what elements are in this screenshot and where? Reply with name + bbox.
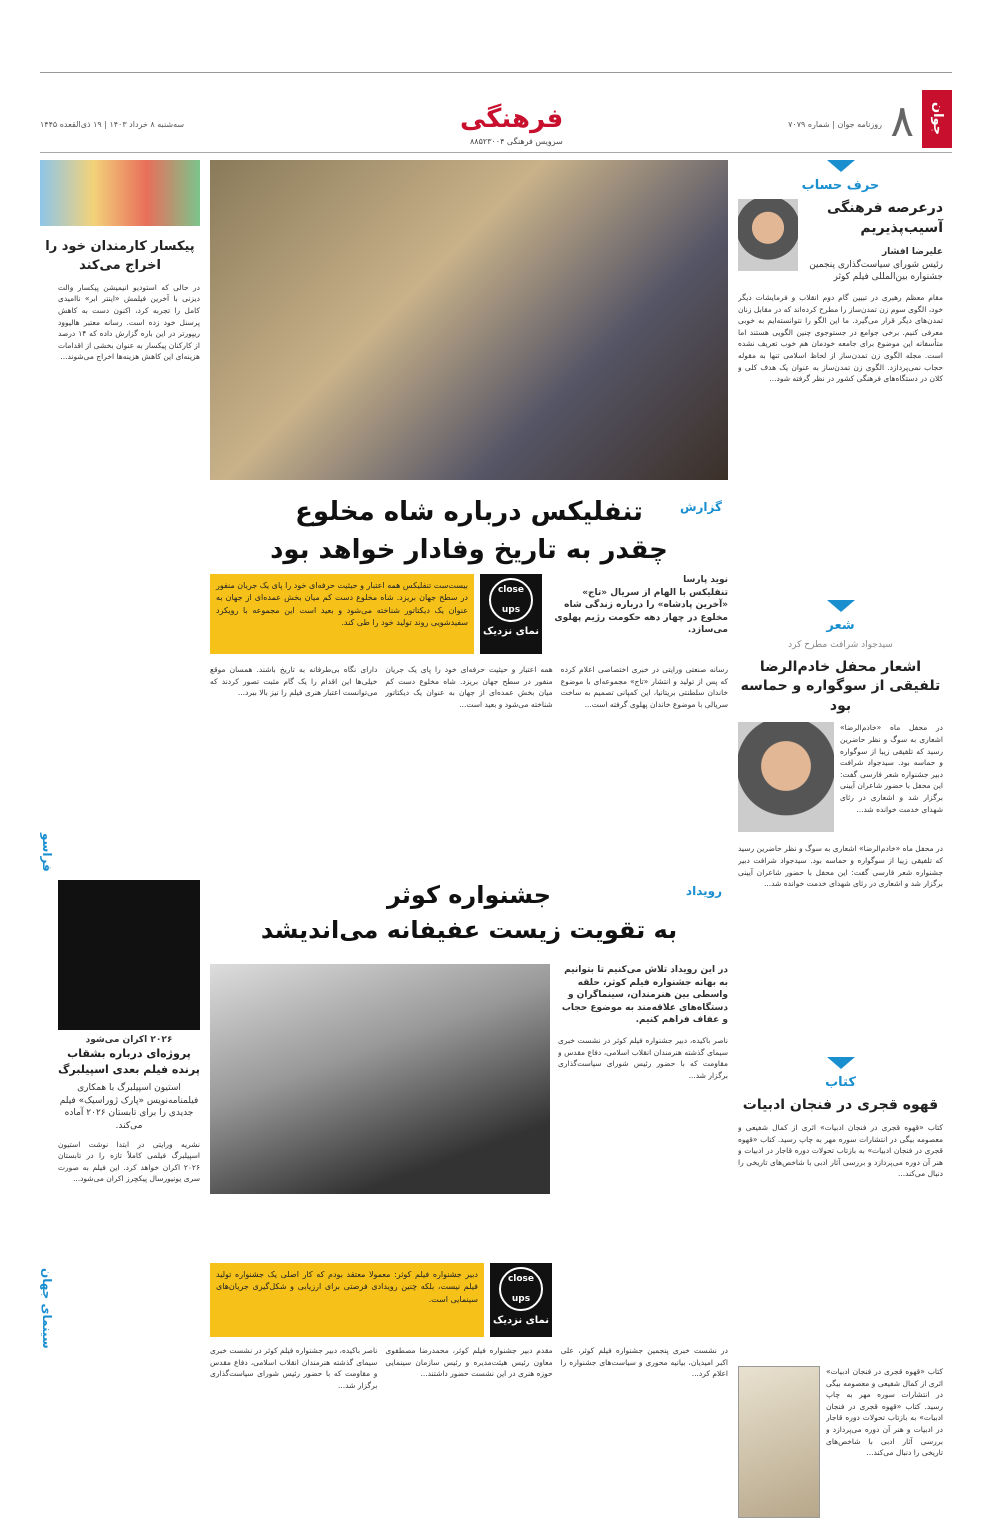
author-photo [738,199,798,271]
ketab-block [738,1366,943,1518]
ketab-body: کتاب «قهوه قجری در فنجان ادبیات» اثری از کمال شفیعی و معصومه بیگی در انتشارات سوره مهر به چاپ رسید. کتاب «قهوه قجری در فنجان ادبیات» به بازتاب تحولات دوره قاجار در ادبیات و هنر آن دوره می‌پردازد و بررسی آثار ادبی با شاخص‌های تاریخی را دنبال می‌کند... [738,1122,943,1179]
rooydad-body-3: مقدم دبیر جشنواره فیلم کوثر، محمدرضا مصطفوی معاون رئیس هیئت‌مدیره و رئیس سازمان سینمایی حوزه هنری در این نشست حضور داشتند... [385,1345,553,1379]
page-number: ۸ [890,96,914,147]
date-info: سه‌شنبه ۸ خرداد ۱۴۰۳ | ۱۹ ذی‌القعده ۱۴۴۵ [40,120,185,129]
issue-info: روزنامه جوان | شماره ۷۰۷۹ [788,120,882,129]
newspaper-logo: جوان [922,90,952,148]
sher-headline: اشعار محفل خادم‌الرضا تلفیقی از سوگواره و حماسه بود [740,658,941,714]
kicker-arrow-icon [827,160,855,172]
rooydad-body-columns [210,1345,728,1495]
tag-cinema: سینمای جهان [40,1267,54,1349]
pixar-body: در حالی که استودیو انیمیشن پیکسار والت دیزنی با آخرین فیلمش «اینتر ابر» ناامیدی کامل را تجربه کرد، اکنون دست به کاهش پرسنل خود زده است. رسانه معتبر هالیوود ریپورتر در این باره گزارش داده که ۱۴ درصد از کارکنان پیکسار به عنوان بخشی از اقدامات هزینه‌ای این کاهش هزینه‌ها اخراج می‌شوند... [58,282,200,362]
main-byline: نوید پارسا [683,575,728,585]
main-photo [210,160,728,480]
rooydad-lead: در این رویداد تلاش می‌کنیم تا بتوانیم به بهانه جشنواره فیلم کوثر، حلقه واسطی بین هنرمندان، سینماگران و دستگاه‌های علاقه‌مند به موضوع حجاب و عفاف فراهم کنیم. [561,965,728,1026]
rooydad-row [210,964,728,1255]
section-title: فرهنگی [460,104,564,134]
closeups-badge [480,574,542,654]
hesab-block [738,199,943,284]
rooydad-box-row [210,1263,728,1337]
main-yellow-box: بیست‌ست تنفلیکس همه اعتبار و حیثیت حرفه‌ای خود را پای یک جریان منفور در سطح جهان بریزد. شاه مخلوع دست کم میان بخش عمده‌ای از جهان به عنوان یک دیکتاتور شناخته می‌شود و بعید است این مجموعه با رویکرد سفیدشویی روند تولید خود را طی کند. [210,574,474,654]
spielberg-photo [58,880,200,1030]
main-lead-row [210,574,728,654]
rooydad-yellow-box: دبیر جشنواره فیلم کوثر: معمولا معتقد بودم که کار اصلی یک جشنواره تولید فیلم نیست، بلکه چنین رویدادی فرصتی برای ارزیابی و شکل‌گیری جریان‌های سینمایی است. [210,1263,484,1337]
kicker-ketab: کتاب [825,1075,856,1091]
main-body-2: همه اعتبار و حیثیت حرفه‌ای خود را پای یک جریان منفور در سطح جهان بریزد. شاه مخلوع دست کم میان بخش عمده‌ای از جهان به عنوان یک دیکتاتور شناخته می‌شود و بعید است... [385,665,553,709]
tag-farasoo: فراسو [40,832,54,872]
page-header [40,82,952,162]
sher-body: در محفل ماه «خادم‌الرضا» اشعاری به سوگ و نظر حاضرین رسید که تلفیقی زیبا از سوگواره و حماسه بود. سیدجواد شرافت دبیر جشنواره شعر فارسی گفت: این محفل با حضور شاعران آیینی برگزار شد و اشعاری در رثای شهدای خدمت خوانده شد... [738,844,943,889]
main-lead-block [548,574,728,654]
hesab-author-title: رئیس شورای سیاست‌گذاری پنجمین جشنواره بین‌المللی فیلم کوثر [809,259,943,283]
rooydad-text-col [558,964,728,1255]
kicker-hesab: حرف حساب [801,178,880,193]
hesab-headline: درعرصه فرهنگی آسیب‌پذیریم [826,200,943,236]
sher-byline: سیدجواد شرافت مطرح کرد [788,639,893,650]
tag-gozaresh: گزارش [679,500,722,514]
rooydad-headline-line2: به تقویت زیست عفیفانه می‌اندیشد [260,915,678,944]
hesab-author: علیرضا افشار [881,247,943,258]
pixar-photo [40,160,200,226]
poet-photo [738,722,834,832]
pixar-headline: پیکسار کارمندان خود را اخراج می‌کند [45,239,195,273]
main-body-1: رسانه صنعتی ورایتی در خبری اختصاصی اعلام کرده که پس از تولید و انتشار «تاج» مجموعه‌ای با موضوع خاندان سلطنتی بریتانیا، این کمپانی تصمیم به ساخت سریالی با موضوع خاندان پهلوی گرفته است... [560,665,728,709]
rooydad-photo [210,964,550,1194]
spielberg-lead: استیون اسپیلبرگ با همکاری فیلمنامه‌نویس «پارک ژوراسیک» فیلم جدیدی را برای تابستان ۲۰۲۶ آماده می‌کند. [59,1083,199,1131]
rooydad-headline-line1: جشنواره کوثر [386,881,552,909]
right-column [738,160,943,1518]
closeups-badge-2 [490,1263,552,1337]
sher-block [738,722,943,837]
hesab-body: مقام معظم رهبری در تبیین گام دوم انقلاب و فرمایشات دیگر خود، الگوی سوم زن تمدن‌ساز را مطرح کرده‌اند که در مقابل زنان تمدن‌های دیگر قرار می‌گیرد. ما این الگو را نتوانسته‌ایم به خوبی معرفی کنیم. برخی جوامع در جستوجوی چنین الگویی هستند اما متأسفانه این موضوع برای جامعه خودمان هم خوب تعریف نشده است. مجله الگوی زن تمدن‌ساز از لحاظ اسلامی تنها به مقوله حجاب نمی‌پردازد. الگوی زن تمدن‌ساز به عنوان یک هدف کلی و کلان در دستگاه‌های فرهنگی کشور در نظر گرفته شود... [738,292,943,384]
spielberg-text [58,880,200,1349]
spielberg-block [40,880,200,1349]
main-body-columns [210,664,728,864]
ketab-body-2: کتاب «قهوه قجری در فنجان ادبیات» اثری از کمال شفیعی و معصومه بیگی در انتشارات سوره مهر به چاپ رسید. کتاب «قهوه قجری در فنجان ادبیات» به بازتاب تحولات دوره قاجار در ادبیات و هنر آن دوره می‌پردازد و بررسی آثار ادبی با شاخص‌های تاریخی را دنبال می‌کند... [826,1366,943,1458]
kicker-arrow-icon [827,600,855,612]
rooydad-body-2: در نشست خبری پنجمین جشنواره فیلم کوثر، علی اکبر امیدیان، بیانیه محوری و سیاست‌های جشنواره را اعلام کرد... [560,1345,728,1379]
kicker-arrow-icon [827,1057,855,1069]
closeups-label-2: نمای نزدیک [493,1314,549,1326]
header-rule [40,152,952,153]
main-body-3: دارای نگاه بی‌طرفانه به تاریخ باشند. همسان موقع خیلی‌ها این اقدام را یک گام مثبت تصور کردند که می‌توانست اعتبار هنری فیلم را نیز بالا ببرد... [210,665,378,698]
main-headline-line2: چقدر به تاریخ وفادار خواهد بود [270,534,668,565]
spielberg-body: نشریه ورایتی در ابتدا نوشت استیون اسپیلبرگ فیلمی کاملاً تازه را در تابستان ۲۰۲۶ اکران خواهد کرد. این فیلم به صورت سری یونیورسال پیکچرز اکران می‌شود... [58,1139,200,1184]
tag-rooydad: رویداد [685,884,722,898]
closeups-logo: close ups [489,578,533,622]
main-headline-area [210,488,728,568]
top-rule [40,72,952,73]
kicker-sher: شعر [826,617,855,633]
service-info: سرویس فرهنگی ۸۸۵۲۳۰۰۴ [470,137,563,146]
main-lead: تنفلیکس با الهام از سریال «تاج» «آخرین پادشاه» را درباره زندگی شاه مخلوع در چهار دهه حکومت رژیم پهلوی می‌سازد. [554,587,728,636]
closeups-logo-2: close ups [499,1267,543,1311]
sher-lead: در محفل ماه «خادم‌الرضا» اشعاری به سوگ و نظر حاضرین رسید که تلفیقی زیبا از سوگواره و حماسه بود. سیدجواد شرافت دبیر جشنواره شعر فارسی گفت: این محفل با حضور شاعران آیینی برگزار شد و اشعاری در رثای شهدای خدمت خوانده شد... [840,723,943,814]
closeups-label: نمای نزدیک [483,626,539,637]
ketab-headline: قهوه قجری در فنجان ادبیات [742,1097,939,1114]
main-headline-line1: تنفلیکس درباره شاه مخلوع [295,497,643,527]
pixar-block [40,282,200,872]
main-column [210,160,728,1495]
rooydad-spacer [558,1263,728,1337]
book-cover [738,1366,820,1518]
rooydad-body-1: ناصر باکیده، دبیر جشنواره فیلم کوثر در نشست خبری سیمای گذشته هنرمندان انقلاب اسلامی، دفاع مقدس و مقاومت که با حضور رئیس شورای سیاست‌گذاری برگزار شد... [558,1035,728,1080]
spielberg-headline: پروژه‌ای درباره بشقاب پرنده فیلم بعدی اسپیلبرگ [58,1047,200,1077]
left-column [40,160,200,1349]
rooydad-body-4: ناصر باکیده، دبیر جشنواره فیلم کوثر در نشست خبری سیمای گذشته هنرمندان انقلاب اسلامی، دفاع مقدس و مقاومت که با حضور رئیس شورای سیاست‌گذاری برگزار شد... [210,1345,378,1390]
rooydad-headline-area [210,878,728,958]
spielberg-caption: ۲۰۲۶ اکران می‌شود [85,1034,173,1045]
